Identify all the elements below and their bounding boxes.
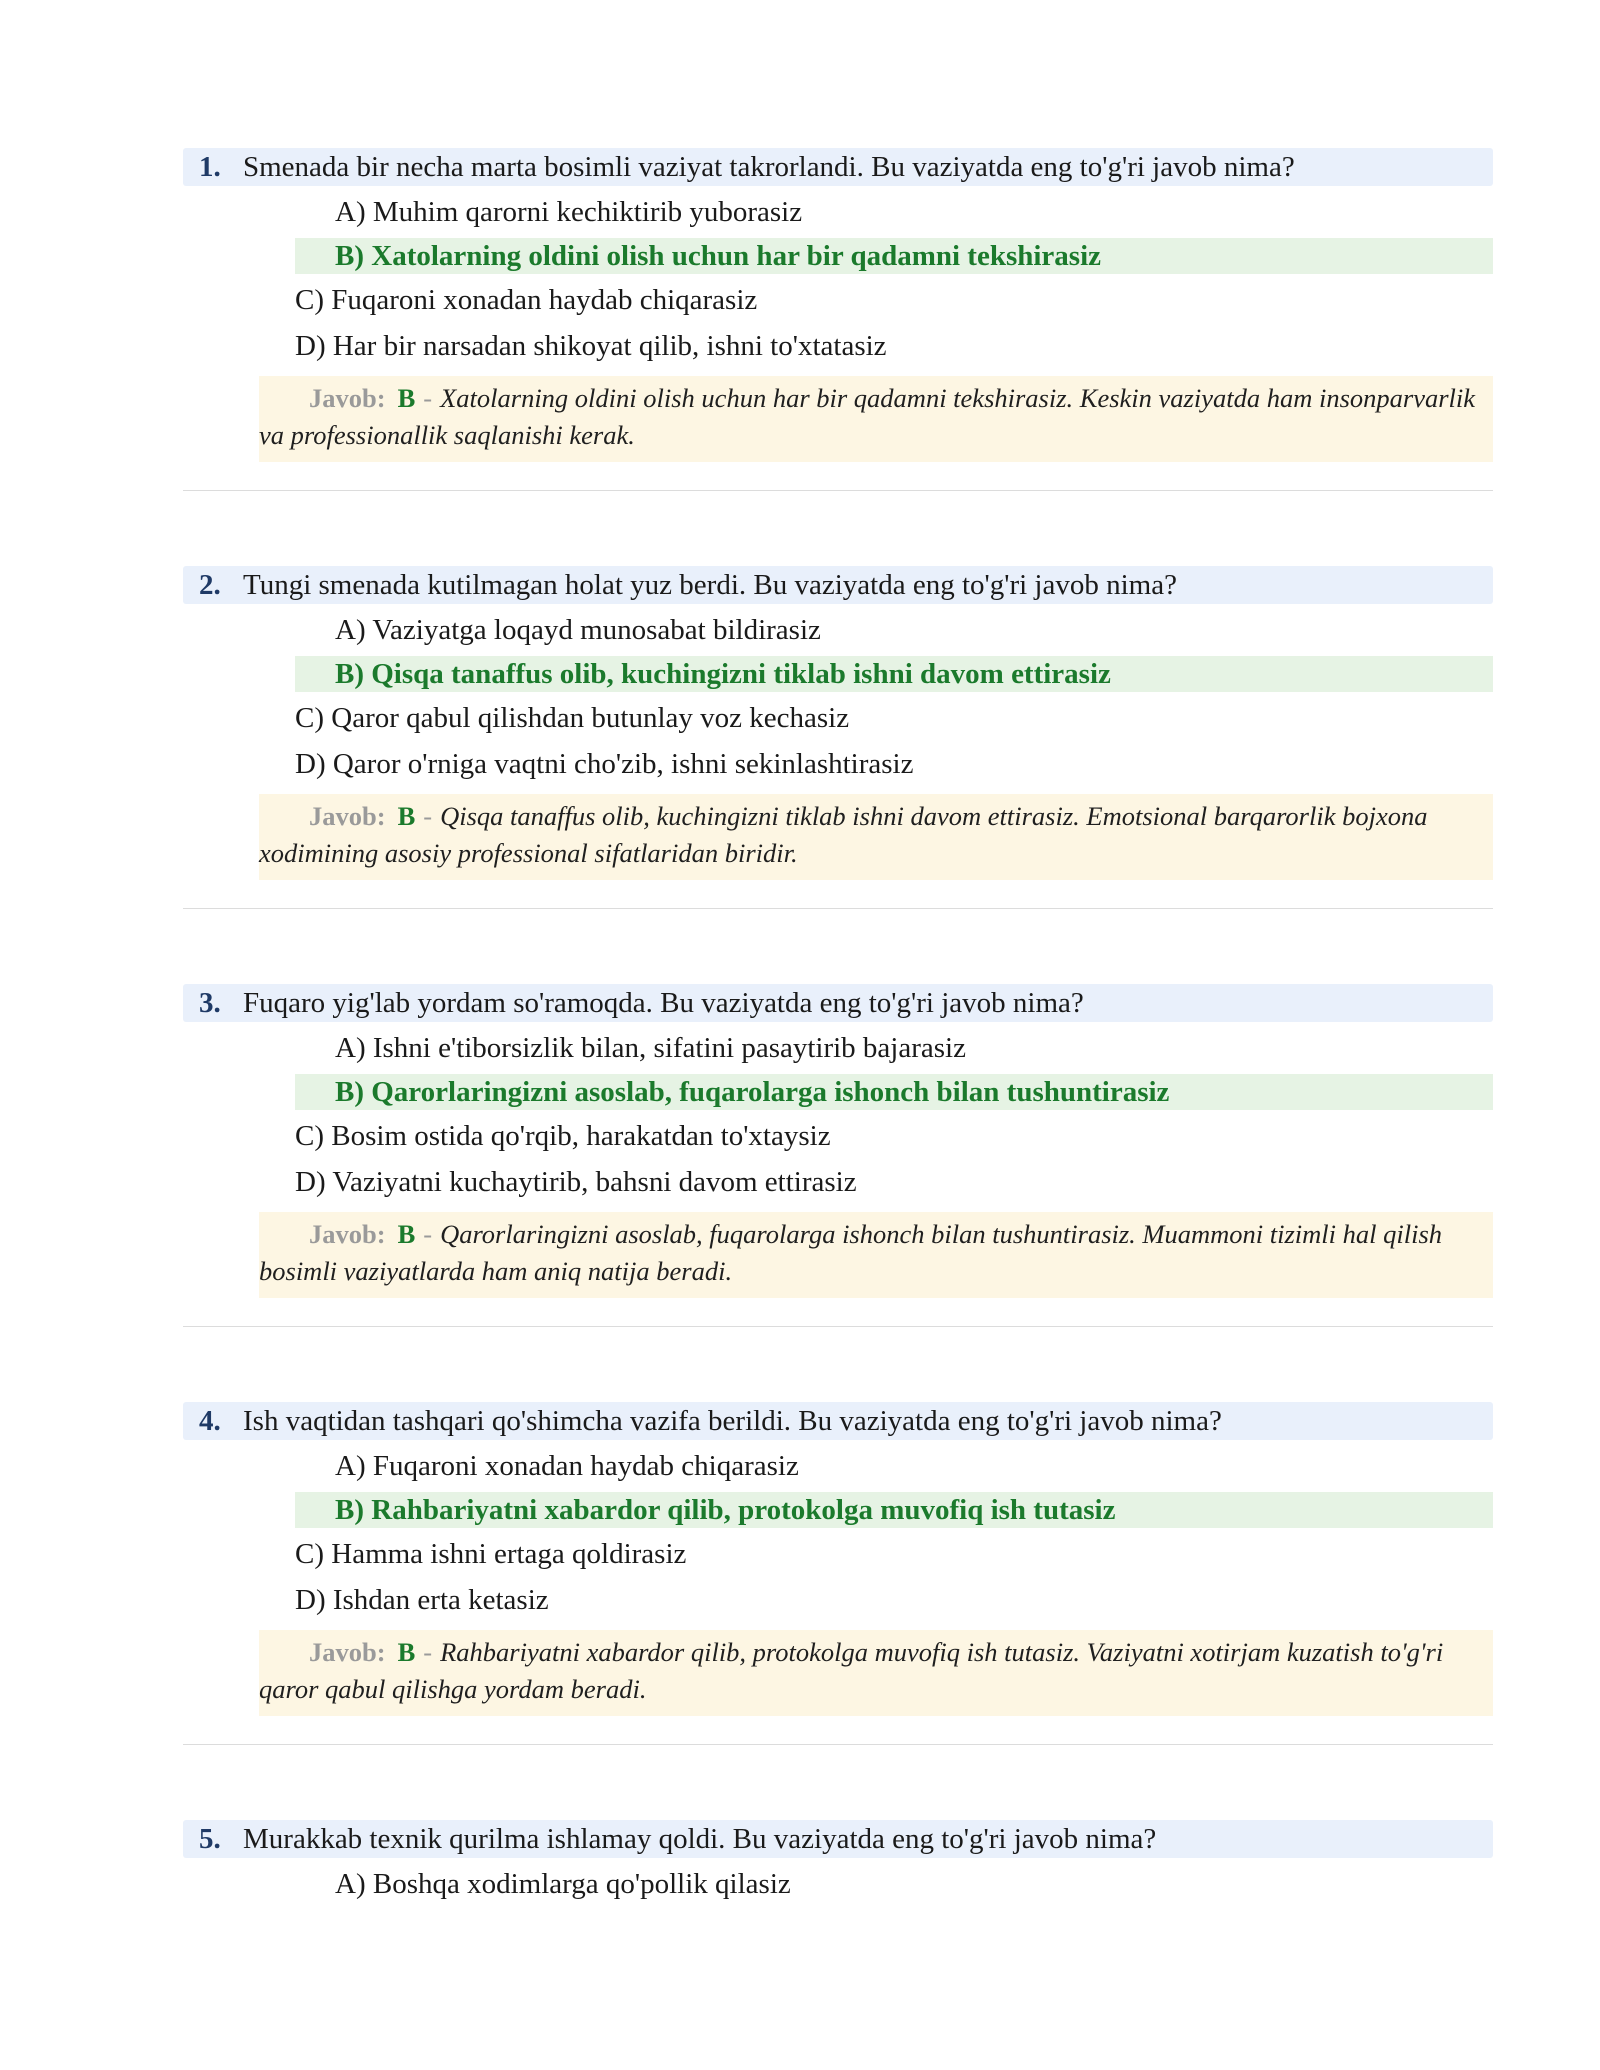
answer-letter: B bbox=[397, 801, 416, 831]
answer-letter: B bbox=[397, 383, 416, 413]
question-text: Fuqaro yig'lab yordam so'ramoqda. Bu vaziyatda eng to'g'ri javob nima? bbox=[243, 987, 1084, 1019]
question-number: 4. bbox=[199, 1405, 221, 1437]
divider bbox=[183, 908, 1493, 909]
option-d: D) Ishdan erta ketasiz bbox=[295, 1584, 549, 1616]
answer-letter: B bbox=[397, 1219, 416, 1249]
option-b-correct: B) Xatolarning oldini olish uchun har bir qadamni tekshirasiz bbox=[295, 238, 1493, 274]
option-c: C) Bosim ostida qo'rqib, harakatdan to'xtaysiz bbox=[295, 1120, 831, 1152]
answer-box bbox=[259, 1630, 1493, 1716]
answer-box bbox=[259, 1212, 1493, 1298]
option-d: D) Har bir narsadan shikoyat qilib, ishni to'xtatasiz bbox=[295, 330, 887, 362]
question-block-1 bbox=[183, 148, 1493, 462]
answer-dash: - bbox=[423, 383, 433, 413]
question-header bbox=[183, 984, 1493, 1022]
question-number: 1. bbox=[199, 151, 221, 183]
question-block-2 bbox=[183, 566, 1493, 880]
answer-box bbox=[259, 376, 1493, 462]
answer-label: Javob: bbox=[309, 1219, 386, 1249]
answer-letter: B bbox=[397, 1637, 416, 1667]
answer-text: Qarorlaringizni asoslab, fuqarolarga ishonch bilan tushuntirasiz. Muammoni tizimli hal qilish bosimli vaziyatlarda ham aniq natija beradi. bbox=[259, 1219, 1443, 1286]
option-a: A) Vaziyatga loqayd munosabat bildirasiz bbox=[335, 614, 821, 646]
option-c: C) Fuqaroni xonadan haydab chiqarasiz bbox=[295, 284, 758, 316]
option-b-correct: B) Rahbariyatni xabardor qilib, protokolga muvofiq ish tutasiz bbox=[295, 1492, 1493, 1528]
question-number: 3. bbox=[199, 987, 221, 1019]
answer-box bbox=[259, 794, 1493, 880]
question-block-3 bbox=[183, 984, 1493, 1298]
answer-dash: - bbox=[423, 801, 433, 831]
option-b-correct: B) Qarorlaringizni asoslab, fuqarolarga ishonch bilan tushuntirasiz bbox=[295, 1074, 1493, 1110]
option-a: A) Muhim qarorni kechiktirib yuborasiz bbox=[335, 196, 803, 228]
divider bbox=[183, 1326, 1493, 1327]
option-c: C) Qaror qabul qilishdan butunlay voz kechasiz bbox=[295, 702, 850, 734]
option-a: A) Ishni e'tiborsizlik bilan, sifatini pasaytirib bajarasiz bbox=[335, 1032, 966, 1064]
option-a: A) Boshqa xodimlarga qo'pollik qilasiz bbox=[335, 1868, 791, 1900]
question-number: 5. bbox=[199, 1823, 221, 1855]
question-text: Ish vaqtidan tashqari qo'shimcha vazifa berildi. Bu vaziyatda eng to'g'ri javob nima? bbox=[243, 1405, 1222, 1437]
question-header bbox=[183, 1820, 1493, 1858]
answer-label: Javob: bbox=[309, 383, 386, 413]
question-header bbox=[183, 1402, 1493, 1440]
answer-text: Xatolarning oldini olish uchun har bir qadamni tekshirasiz. Keskin vaziyatda ham insonparvarlik va professionallik saqlanishi kerak. bbox=[259, 383, 1476, 450]
answer-dash: - bbox=[423, 1219, 433, 1249]
option-a: A) Fuqaroni xonadan haydab chiqarasiz bbox=[335, 1450, 799, 1482]
question-text: Tungi smenada kutilmagan holat yuz berdi. Bu vaziyatda eng to'g'ri javob nima? bbox=[243, 569, 1177, 601]
question-text: Murakkab texnik qurilma ishlamay qoldi. Bu vaziyatda eng to'g'ri javob nima? bbox=[243, 1823, 1157, 1855]
answer-text: Rahbariyatni xabardor qilib, protokolga muvofiq ish tutasiz. Vaziyatni xotirjam kuzatish to'g'ri qaror qabul qilishga yordam beradi. bbox=[259, 1637, 1444, 1704]
answer-label: Javob: bbox=[309, 801, 386, 831]
question-block-4 bbox=[183, 1402, 1493, 1716]
question-header bbox=[183, 148, 1493, 186]
option-d: D) Vaziyatni kuchaytirib, bahsni davom ettirasiz bbox=[295, 1166, 857, 1198]
answer-label: Javob: bbox=[309, 1637, 386, 1667]
question-text: Smenada bir necha marta bosimli vaziyat takrorlandi. Bu vaziyatda eng to'g'ri javob nima? bbox=[243, 151, 1295, 183]
question-number: 2. bbox=[199, 569, 221, 601]
question-block-5 bbox=[183, 1820, 1493, 1904]
divider bbox=[183, 490, 1493, 491]
option-d: D) Qaror o'rniga vaqtni cho'zib, ishni sekinlashtirasiz bbox=[295, 748, 914, 780]
question-header bbox=[183, 566, 1493, 604]
answer-dash: - bbox=[423, 1637, 433, 1667]
divider bbox=[183, 1744, 1493, 1745]
option-b-correct: B) Qisqa tanaffus olib, kuchingizni tiklab ishni davom ettirasiz bbox=[295, 656, 1493, 692]
option-c: C) Hamma ishni ertaga qoldirasiz bbox=[295, 1538, 687, 1570]
answer-text: Qisqa tanaffus olib, kuchingizni tiklab ishni davom ettirasiz. Emotsional barqarorlik bojxona xodimining asosiy professional sifatlaridan biridir. bbox=[259, 801, 1428, 868]
